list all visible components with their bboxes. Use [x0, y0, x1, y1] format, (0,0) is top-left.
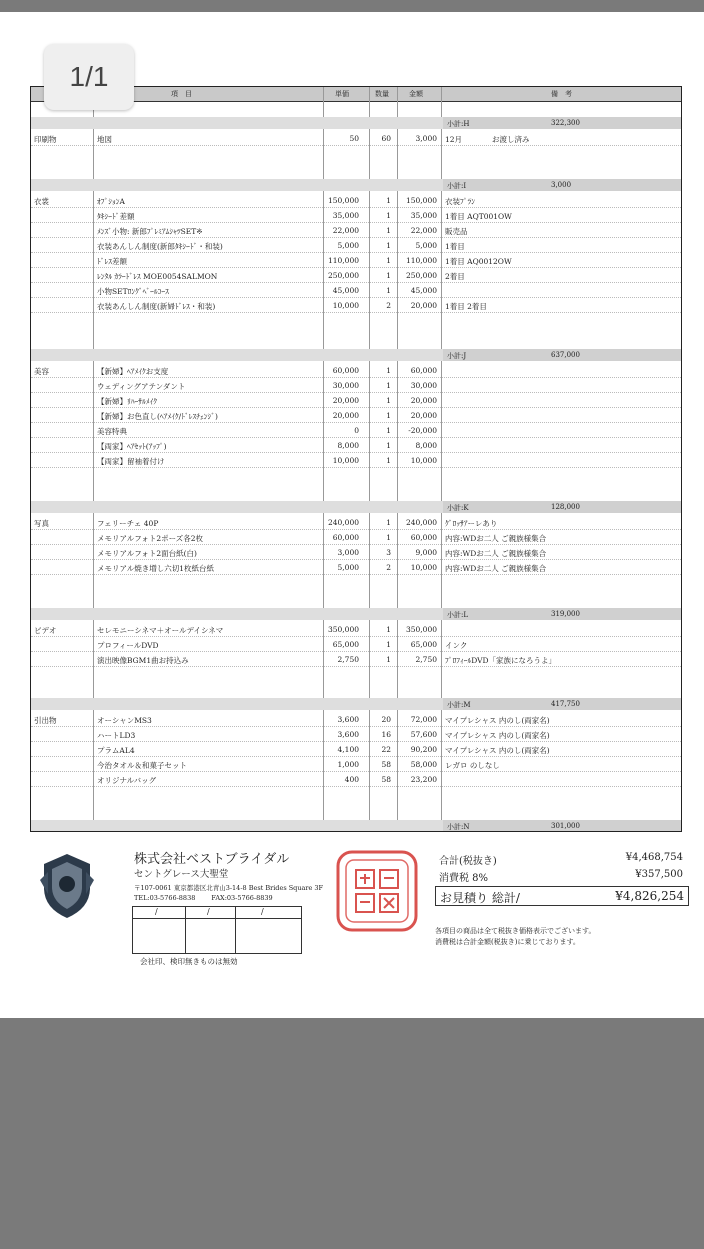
row-item-name: フェリーチェ 40P [97, 519, 159, 528]
company-seal-icon [334, 848, 420, 934]
row-qty: 1 [386, 518, 391, 527]
table-row [31, 283, 681, 298]
row-qty: 1 [386, 256, 391, 265]
subtotal-label: 小計:I [447, 182, 467, 190]
table-row [31, 637, 681, 652]
row-qty: 1 [386, 625, 391, 634]
header-amount: 金額 [409, 90, 423, 98]
row-unit-price: 3,600 [337, 730, 359, 739]
row-remarks: レガロ のしなし [445, 761, 500, 770]
row-amount: 20,000 [410, 396, 437, 405]
subtotal-value: 3,000 [551, 181, 572, 189]
row-amount: 60,000 [410, 366, 437, 375]
row-item-name: プロフィールDVD [97, 641, 159, 650]
row-remarks: 内容:WDお二人 ご親族様集合 [445, 564, 547, 573]
row-qty: 22 [381, 745, 391, 754]
table-row [31, 727, 681, 742]
row-qty: 1 [386, 211, 391, 220]
row-item-name: ﾒﾝｽﾞ小物: 新郎ﾌﾟﾚﾐｱﾑｼｬﾂSET※ [97, 227, 203, 236]
row-unit-price: 150,000 [327, 196, 359, 205]
section-subtotal [443, 349, 681, 361]
table-row [31, 193, 681, 208]
row-qty: 20 [381, 715, 391, 724]
tel-number: TEL:03-5766-8838 [134, 894, 196, 902]
row-unit-price: 5,000 [337, 241, 359, 250]
subtotal-value: 128,000 [551, 503, 580, 511]
subtotal-label: 小計:N [447, 823, 470, 831]
row-item-name: 今治タオル＆和菓子セット [97, 761, 187, 770]
row-remarks: マイプレシャス 内のし(両家名) [445, 716, 550, 725]
row-qty: 1 [386, 456, 391, 465]
grand-total-row: お見積り 総計/ ¥4,826,254 [435, 886, 689, 906]
row-amount: 30,000 [410, 381, 437, 390]
row-qty: 58 [381, 775, 391, 784]
subtotal-value: 417,750 [551, 700, 580, 708]
row-remarks: マイプレシャス 内のし(両家名) [445, 731, 550, 740]
row-unit-price: 1,000 [337, 760, 359, 769]
row-remarks: 12月 お渡し済み [445, 135, 530, 144]
row-unit-price: 60,000 [332, 366, 359, 375]
table-row [31, 545, 681, 560]
row-amount: 5,000 [415, 241, 437, 250]
subtotal-label: 小計:K [447, 504, 469, 512]
stamp-slash: / [155, 907, 158, 916]
table-row [31, 515, 681, 530]
row-amount: 57,600 [410, 730, 437, 739]
row-amount: 3,000 [415, 134, 437, 143]
row-item-name: 演出映像BGM1曲お持込み [97, 656, 189, 665]
row-unit-price: 3,600 [337, 715, 359, 724]
row-qty: 60 [381, 134, 391, 143]
row-qty: 58 [381, 760, 391, 769]
table-row [31, 742, 681, 757]
section-subtotal [443, 179, 681, 191]
row-amount: 250,000 [405, 271, 437, 280]
row-unit-price: 50 [349, 134, 359, 143]
stamp-note: 会社印、検印無きものは無効 [140, 957, 238, 966]
last-subtotal [443, 820, 681, 832]
row-item-name: メモリアルフォト2面台紙(白) [97, 549, 197, 558]
row-qty: 1 [386, 533, 391, 542]
tax-row: 消費税 8% ¥357,500 [439, 869, 683, 884]
row-qty: 1 [386, 381, 391, 390]
table-row [31, 652, 681, 667]
row-qty: 1 [386, 286, 391, 295]
section-subtotal [443, 608, 681, 620]
row-amount: 90,200 [410, 745, 437, 754]
table-row [31, 268, 681, 283]
table-row [31, 408, 681, 423]
row-amount: 10,000 [410, 456, 437, 465]
header-unit-price: 単価 [335, 90, 349, 98]
header-remarks: 備 考 [551, 90, 572, 98]
row-item-name: 地図 [97, 135, 112, 144]
row-unit-price: 45,000 [332, 286, 359, 295]
viewer-background [0, 1018, 704, 1249]
company-address: 〒107-0061 東京都港区北青山3-14-8 Best Brides Square 3F [134, 884, 324, 892]
row-qty: 16 [381, 730, 391, 739]
table-row [31, 757, 681, 772]
row-unit-price: 35,000 [332, 211, 359, 220]
row-amount: 150,000 [405, 196, 437, 205]
stamp-slash: / [207, 907, 210, 916]
row-amount: 65,000 [410, 640, 437, 649]
page-indicator[interactable]: 1/1 [44, 44, 134, 110]
row-category: 写真 [34, 519, 49, 528]
row-amount: 240,000 [405, 518, 437, 527]
row-item-name: 【両家】留袖着付け [97, 457, 165, 466]
row-remarks: 衣装ﾌﾟﾗﾝ [445, 197, 475, 206]
row-item-name: オーシャンMS3 [97, 716, 152, 725]
table-row [31, 298, 681, 313]
subtotal-label: 小計:M [447, 701, 471, 709]
header-qty: 数量 [375, 90, 389, 98]
row-item-name: メモリアルフォト2ポーズ各2枚 [97, 534, 203, 543]
subtotal-value: 322,300 [551, 119, 580, 127]
table-row [31, 393, 681, 408]
table-row [31, 378, 681, 393]
row-remarks: インク [445, 641, 468, 650]
table-row [31, 208, 681, 223]
row-unit-price: 20,000 [332, 411, 359, 420]
row-unit-price: 60,000 [332, 533, 359, 542]
row-amount: 20,000 [410, 301, 437, 310]
row-item-name: 美容特典 [97, 427, 127, 436]
row-qty: 1 [386, 441, 391, 450]
row-unit-price: 4,100 [337, 745, 359, 754]
table-row [31, 423, 681, 438]
table-row [31, 560, 681, 575]
row-qty: 3 [386, 548, 391, 557]
row-item-name: プラムAL4 [97, 746, 135, 755]
row-remarks: ｸﾞﾛｯｻｱーレあり [445, 519, 498, 528]
header-item: 項 目 [171, 90, 192, 98]
viewer-top-bar [0, 0, 704, 12]
row-unit-price: 0 [354, 426, 359, 435]
note-line: 消費税は合計金額(税抜き)に乗じております。 [435, 938, 580, 946]
row-unit-price: 400 [344, 775, 359, 784]
row-remarks: 内容:WDお二人 ご親族様集合 [445, 549, 547, 558]
row-category: 引出物 [34, 716, 57, 725]
row-unit-price: 20,000 [332, 396, 359, 405]
row-qty: 1 [386, 241, 391, 250]
approval-stamp-box [132, 906, 302, 954]
row-amount: -20,000 [408, 426, 437, 435]
row-remarks: 1着目 [445, 242, 465, 251]
row-qty: 1 [386, 655, 391, 664]
table-row [31, 622, 681, 637]
row-amount: 9,000 [415, 548, 437, 557]
tax-notes [435, 926, 595, 948]
row-amount: 10,000 [410, 563, 437, 572]
row-qty: 1 [386, 411, 391, 420]
row-remarks: 内容:WDお二人 ご親族様集合 [445, 534, 547, 543]
row-unit-price: 22,000 [332, 226, 359, 235]
table-row [31, 131, 681, 146]
stamp-slash: / [261, 907, 264, 916]
row-item-name: ウェディングアテンダント [97, 382, 186, 391]
row-item-name: ハートLD3 [97, 731, 136, 740]
row-item-name: ﾚﾝﾀﾙ ｶﾗｰﾄﾞﾚｽ MOE0054SALMON [97, 272, 218, 281]
table-row [31, 712, 681, 727]
row-unit-price: 350,000 [327, 625, 359, 634]
row-amount: 20,000 [410, 411, 437, 420]
row-amount: 22,000 [410, 226, 437, 235]
subtotal-label: 小計:H [447, 120, 470, 128]
subtotal-label: 小計:L [447, 611, 469, 619]
row-item-name: メモリアル焼き増し六切1枚紙台紙 [97, 564, 214, 573]
subtotal-value: 319,000 [551, 610, 580, 618]
row-amount: 58,000 [410, 760, 437, 769]
table-row [31, 238, 681, 253]
fax-number: FAX:03-5766-8839 [211, 894, 273, 902]
row-item-name: 衣装あんしん制度(新婦ﾄﾞﾚｽ・和装) [97, 302, 216, 311]
row-category: ビデオ [34, 626, 57, 635]
row-remarks: ﾌﾟﾛﾌｨｰﾙDVD「家族になろうよ」 [445, 656, 557, 665]
crest-logo-icon [36, 850, 98, 920]
row-qty: 1 [386, 226, 391, 235]
row-category: 印刷物 [34, 135, 57, 144]
row-unit-price: 5,000 [337, 563, 359, 572]
row-item-name: 【新婦】ﾘﾊｰｻﾙﾒｲｸ [97, 397, 157, 406]
row-unit-price: 10,000 [332, 456, 359, 465]
row-item-name: セレモニーシネマ＋オールデイシネマ [97, 626, 224, 635]
row-remarks: 1着目 AQT001OW [445, 212, 512, 221]
row-unit-price: 110,000 [327, 256, 359, 265]
row-qty: 1 [386, 366, 391, 375]
row-qty: 1 [386, 426, 391, 435]
row-unit-price: 2,750 [337, 655, 359, 664]
subtotal-value: 637,000 [551, 351, 580, 359]
row-amount: 2,750 [415, 655, 437, 664]
company-name: 株式会社ベストブライダル [134, 852, 290, 867]
row-amount: 350,000 [405, 625, 437, 634]
row-item-name: オリジナルバッグ [97, 776, 157, 785]
table-row [31, 453, 681, 468]
row-item-name: 衣装あんしん制度(新郎ﾀｷｼｰﾄﾞ・和装) [97, 242, 223, 251]
row-item-name: 【新婦】お色直し(ﾍｱﾒｲｸ/ﾄﾞﾚｽﾁｪﾝｼﾞ) [97, 412, 218, 421]
section-subtotal [443, 117, 681, 129]
branch-name: セントグレース大聖堂 [134, 869, 229, 880]
row-item-name: 小物SETﾛﾝｸﾞﾍﾞｰﾙｺｰｽ [97, 287, 169, 296]
note-line: 各項目の商品は全て税抜き価格表示でございます。 [435, 927, 596, 935]
row-unit-price: 65,000 [332, 640, 359, 649]
row-amount: 8,000 [415, 441, 437, 450]
table-row [31, 253, 681, 268]
row-unit-price: 8,000 [337, 441, 359, 450]
row-item-name: 【両家】ﾍｱｾｯﾄ(ｱｯﾌﾟ) [97, 442, 167, 451]
row-unit-price: 240,000 [327, 518, 359, 527]
row-amount: 45,000 [410, 286, 437, 295]
row-remarks: 1着目 2着目 [445, 302, 487, 311]
row-qty: 2 [386, 301, 391, 310]
subtotal-row: 合計(税抜き) ¥4,468,754 [439, 852, 683, 867]
row-item-name: 【新婦】ﾍｱﾒｲｸお支度 [97, 367, 169, 376]
row-amount: 35,000 [410, 211, 437, 220]
row-amount: 110,000 [405, 256, 437, 265]
row-item-name: ﾀｷｼｰﾄﾞ差額 [97, 212, 135, 221]
row-remarks: 販売品 [445, 227, 468, 236]
row-amount: 72,000 [410, 715, 437, 724]
row-unit-price: 250,000 [327, 271, 359, 280]
row-qty: 1 [386, 640, 391, 649]
row-remarks: 1着目 AQ0012OW [445, 257, 512, 266]
row-qty: 1 [386, 196, 391, 205]
row-amount: 60,000 [410, 533, 437, 542]
table-row [31, 223, 681, 238]
table-row [31, 438, 681, 453]
row-qty: 1 [386, 396, 391, 405]
contact-line [134, 894, 273, 902]
row-category: 衣裳 [34, 197, 49, 206]
row-item-name: ｵﾌﾟｼｮﾝA [97, 197, 125, 206]
table-row [31, 530, 681, 545]
section-subtotal [443, 698, 681, 710]
subtotal-label: 小計:J [447, 352, 467, 360]
row-item-name: ﾄﾞﾚｽ差額 [97, 257, 127, 266]
row-qty: 1 [386, 271, 391, 280]
row-unit-price: 10,000 [332, 301, 359, 310]
row-unit-price: 3,000 [337, 548, 359, 557]
table-row [31, 363, 681, 378]
row-unit-price: 30,000 [332, 381, 359, 390]
row-remarks: マイプレシャス 内のし(両家名) [445, 746, 550, 755]
estimate-table [30, 86, 682, 832]
subtotal-value: 301,000 [551, 822, 580, 830]
document-footer [30, 840, 690, 980]
row-qty: 2 [386, 563, 391, 572]
row-amount: 23,200 [410, 775, 437, 784]
section-subtotal [443, 501, 681, 513]
row-category: 美容 [34, 367, 49, 376]
table-row [31, 772, 681, 787]
row-remarks: 2着目 [445, 272, 465, 281]
